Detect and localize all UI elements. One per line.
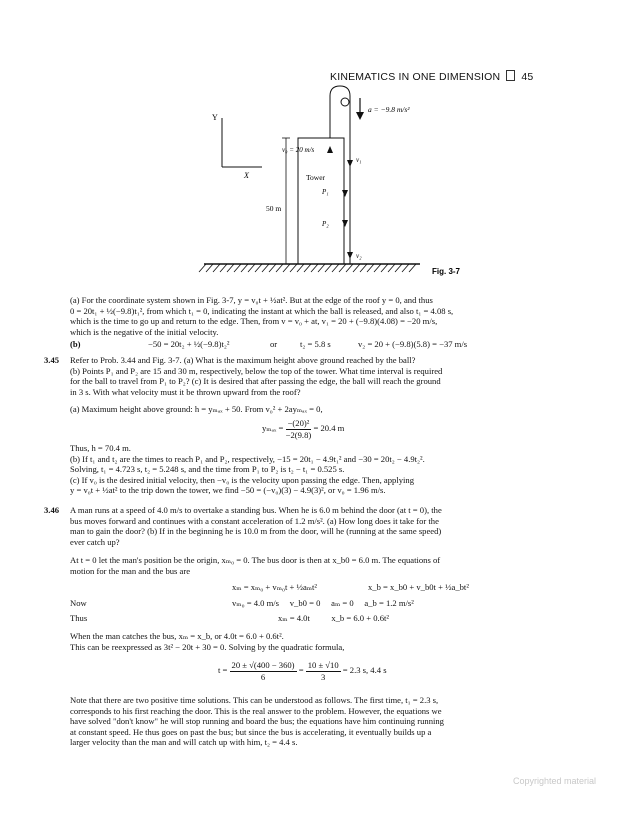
solution-3-44 — [70, 295, 570, 337]
p2-label: P₂ — [322, 220, 329, 228]
quadratic-lhs: t = — [218, 665, 228, 676]
v2-label: v₂ — [356, 252, 362, 260]
text-line: (a) Maximum height above ground: h = yₘₐₓ + 50. From v₀² + 2ayₘₐₓ = 0, — [70, 404, 323, 414]
solution-3-45a — [70, 404, 570, 415]
text-line: (a) For the coordinate system shown in Fig. 3-7, y = v₀t + ½at². But at the edge of the roof y = 0, and thus — [70, 295, 433, 305]
problem-3-45 — [70, 355, 570, 397]
text-line: This can be reexpressed as 3t² − 20t + 30 = 0. Solving by the quadratic formula, — [70, 641, 345, 652]
header-title: KINEMATICS IN ONE DIMENSION — [330, 71, 501, 83]
now-values: vₘ₀ = 4.0 m/s v_b0 = 0 aₘ = 0 a_b = 1.2 m/s² — [232, 598, 414, 608]
text-line: man to gain the door? (b) If in the beginning he is 10.0 m from the door, will he (running at the same speed) — [70, 526, 442, 537]
equation-b2: t₂ = 5.8 s — [300, 339, 331, 349]
y-axis-label: Y — [212, 113, 218, 122]
quadratic-solution — [218, 660, 387, 682]
text-line: which is the negative of the initial velocity. — [70, 326, 219, 337]
text-line: which is the time to go up and return to the edge. Then, from v = v₀ + at, v₁ = 20 + (−9.8)(4.08) = −20 m/s, — [70, 316, 438, 327]
fraction-numerator: 20 ± √(400 − 360) — [231, 660, 295, 670]
text-line: in 3 s. With what velocity must it be thrown upward from the roof? — [70, 386, 301, 397]
text-line: (c) If v₀ is the desired initial velocity, then −v₀ is the velocity upon passing the edge. Then, applying — [70, 474, 415, 485]
figure-3-7 — [0, 0, 638, 290]
tower-label: Tower — [306, 173, 326, 182]
ymax-lhs: yₘₐₓ = — [262, 423, 284, 434]
text-line: have solved "don't know" he will stop running and board the bus; the equations have him continuing running — [70, 716, 444, 727]
text-line: y = v₀t + ½at² to the trip down the tower, we find −50 = (−v₀)(3) − 4.9(3)², or v₀ = 1.96 m/s. — [70, 485, 386, 496]
solution-3-46-catch — [70, 631, 570, 652]
p1-label: P₁ — [322, 188, 329, 196]
text-line: ever catch up? — [70, 536, 120, 547]
text-line: A man runs at a speed of 4.0 m/s to overtake a standing bus. When he is 6.0 m behind the door (at t = 0), the — [70, 505, 442, 515]
text-line: Note that there are two positive time solutions. This can be understood as follows. The first time, t₁ = 2.3 s, — [70, 695, 439, 705]
solution-3-46-intro — [70, 555, 570, 576]
fraction-denominator: 3 — [321, 671, 326, 682]
ymax-equation — [262, 418, 344, 440]
equation-or: or — [270, 339, 278, 349]
text-line: Solving, t₁ = 4.723 s, t₂ = 5.248 s, and the time from P₁ to P₂ is t₂ − t₁ = 0.525 s. — [70, 464, 345, 475]
trajectory-arc — [330, 86, 350, 130]
initial-velocity-label: v₀ = 20 m/s — [282, 146, 315, 154]
text-line: (b) If t₁ and t₂ are the times to reach P₁ and P₂, respectively, −15 = 20t₁ − 4.9t₁² and −30 = 20t₂ − 4.9t₂². — [70, 453, 425, 464]
text-line: 0 = 20t₁ + ½(−9.8)t₁², from which t₁ = 0, indicating the instant at which the ball is released, and also t₁ = 4.08 s, — [70, 305, 454, 316]
thus-values: xₘ = 4.0t x_b = 6.0 + 0.6t² — [278, 613, 389, 623]
bus-motion-equation: x_b = x_b0 + v_b0t + ½a_bt² — [368, 582, 469, 592]
text-line: corresponds to his first reaching the door. This is the real answer to the problem. However, the equations we — [70, 705, 442, 716]
now-label: Now — [70, 598, 87, 608]
part-b-label: (b) — [70, 339, 81, 349]
equals-sign: = — [298, 665, 304, 676]
problem-number: 3.46 — [44, 505, 60, 515]
problem-3-46 — [70, 505, 570, 547]
figure-caption: Fig. 3-7 — [432, 267, 461, 276]
fraction-denominator: 6 — [260, 671, 266, 682]
text-line: bus moves forward and continues with a constant acceleration of 1.2 m/s². (a) How long does it take for the — [70, 515, 439, 526]
v1-label: v₁ — [356, 156, 362, 164]
text-line: for the ball to travel from P₁ to P₂? (c) It is desired that after passing the edge, the ball will reach the ground — [70, 376, 441, 387]
ymax-fraction — [286, 418, 312, 440]
equation-b1: −50 = 20t₂ + ½(−9.8)t₂² — [148, 339, 230, 349]
text-line: motion for the man and the bus are — [70, 565, 191, 576]
equation-b3: v₂ = 20 + (−9.8)(5.8) = −37 m/s — [358, 339, 468, 349]
text-line: When the man catches the bus, xₘ = x_b, or 4.0t = 6.0 + 0.6t². — [70, 631, 284, 641]
text-line: Refer to Prob. 3.44 and Fig. 3-7. (a) What is the maximum height above ground reached by the ball? — [70, 355, 416, 365]
text-line: at constant speed. He thus goes on past the bus; but since the bus is accelerating, it eventually builds up a — [70, 726, 432, 737]
quadratic-fraction-2 — [306, 660, 341, 682]
fraction-numerator: −(20)² — [287, 418, 310, 428]
text-line: At t = 0 let the man's position be the origin, xₘ₀ = 0. The bus door is then at x_b0 = 6.0 m. The equations of — [70, 555, 441, 565]
ball-icon — [341, 98, 349, 106]
tower-outline — [298, 138, 344, 264]
page-number: 45 — [521, 71, 534, 83]
quadratic-fraction-1 — [230, 660, 297, 682]
quadratic-result: = 2.3 s, 4.4 s — [342, 665, 387, 676]
text-line: larger velocity than the man and will catch up with him, t₂ = 4.4 s. — [70, 737, 298, 748]
height-label: 50 m — [266, 204, 282, 213]
fraction-numerator: 10 ± √10 — [307, 660, 339, 670]
ground-hatching — [199, 264, 416, 272]
ymax-result: = 20.4 m — [313, 423, 345, 434]
x-axis-label: X — [244, 171, 249, 180]
man-motion-equation: xₘ = xₘ₀ + vₘ₀t + ½aₘt² — [232, 582, 318, 592]
copyright-watermark: Copyrighted material — [512, 776, 596, 786]
solution-3-45bc — [70, 443, 570, 496]
fraction-denominator: −2(9.8) — [285, 429, 312, 440]
thus-label: Thus — [70, 613, 88, 623]
problem-number: 3.45 — [44, 355, 60, 365]
acceleration-label: a = −9.8 m/s² — [368, 105, 410, 114]
text-line: Thus, h = 70.4 m. — [70, 443, 131, 453]
solution-3-46-note — [70, 695, 570, 748]
text-line: (b) Points P₁ and P₂ are 15 and 30 m, respectively, below the top of the tower. What time interval is required — [70, 365, 443, 376]
